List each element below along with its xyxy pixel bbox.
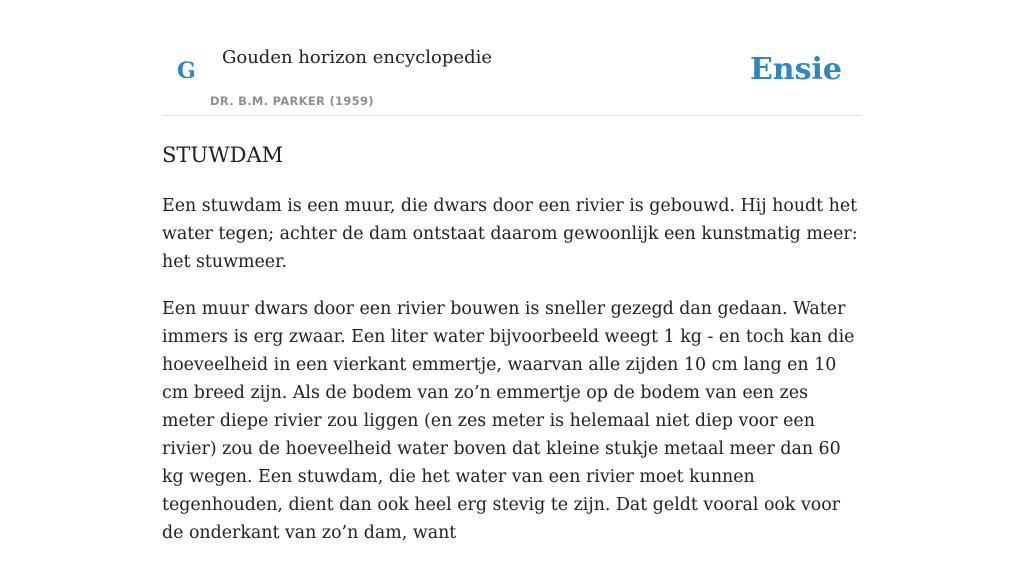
encyclopedia-page — [162, 0, 862, 543]
book-author: DR. B.M. PARKER (1959) — [210, 94, 374, 108]
entry-body — [162, 192, 862, 566]
entry-paragraph: Een stuwdam is een muur, die dwars door een rivier is gebouwd. Hij houdt het water tegen; achter de dam ontstaat daarom gewoonlijk een kunstmatig meer: het stuwmeer. — [162, 196, 858, 272]
ensie-logo[interactable]: Ensie — [749, 52, 842, 87]
book-logo[interactable]: G — [177, 58, 196, 84]
book-title[interactable]: Gouden horizon encyclopedie — [222, 47, 492, 68]
entry-paragraph: Een muur dwars door een rivier bouwen is sneller gezegd dan gedaan. Water immers is erg zwaar. Een liter water bijvoorbeeld weegt 1 kg - en toch kan die hoeveelheid in een vierkant emmertje, waarvan alle zijden 10 cm lang en 10 cm breed zijn. Als de bodem van zo’n emmertje op de bodem van een zes meter diepe rivier zou liggen (en zes meter is helemaal niet diep voor een rivier) zou de hoeveelheid water boven dat kleine stukje metaal meer dan 60 kg wegen. Een stuwdam, die het water van een rivier moet kunnen tegenhouden, dient dan ook heel erg stevig te zijn. Dat geldt vooral ook voor de onderkant van zo’n dam, want — [162, 299, 855, 543]
page-header — [162, 0, 862, 116]
entry-title: STUWDAM — [162, 143, 284, 167]
